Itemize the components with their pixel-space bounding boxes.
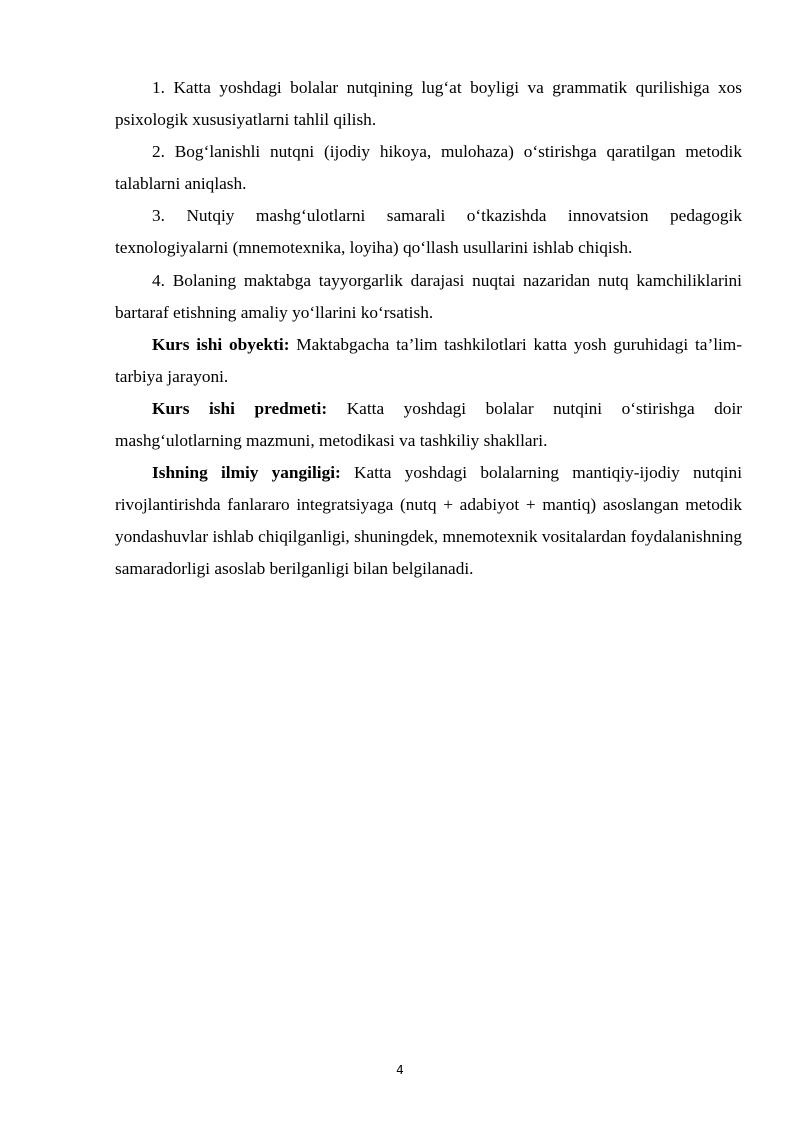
task-item-1 — [115, 72, 742, 136]
task-item-4 — [115, 265, 742, 329]
page-number: 4 — [396, 1063, 404, 1077]
page-content — [115, 72, 742, 586]
task-item-3 — [115, 200, 742, 264]
novelty-paragraph — [115, 457, 742, 585]
subject-label: Kurs ishi predmeti: — [152, 398, 328, 418]
subject-paragraph — [115, 393, 742, 457]
task-text: Bog‘lanishli nutqni (ijodiy hikoya, mulohaza) o‘stirishga qaratilgan metodik talablarni aniqlash. — [115, 142, 742, 194]
task-number: 3. — [152, 206, 165, 226]
novelty-text: Katta yoshdagi bolalarning mantiqiy-ijodiy nutqini rivojlantirishda fanlararo integratsiyaga (nutq + adabiyot + mantiq) asoslangan metodik yondashuvlar ishlab chiqilganligi, shuningdek, mnemotexnik vositalardan foydalanishning samaradorligi asoslab berilganligi bilan belgilanadi. — [115, 463, 742, 579]
object-text: Maktabgacha ta’lim tashkilotlari katta yosh guruhidagi ta’lim-tarbiya jarayoni. — [115, 334, 743, 386]
object-paragraph — [115, 329, 742, 393]
task-text: Nutqiy mashg‘ulotlarni samarali o‘tkazishda innovatsion pedagogik texnologiyalarni (mnemotexnika, loyiha) qo‘llash usullarini ishlab chiqish. — [115, 206, 742, 258]
task-number: 2. — [152, 142, 165, 162]
task-item-2 — [115, 136, 742, 200]
novelty-label: Ishning ilmiy yangiligi: — [152, 463, 341, 483]
object-label: Kurs ishi obyekti: — [152, 334, 290, 354]
task-text: Bolaning maktabga tayyorgarlik darajasi nuqtai nazaridan nutq kamchiliklarini bartaraf etishning amaliy yo‘llarini ko‘rsatish. — [115, 270, 742, 322]
task-number: 4. — [152, 270, 165, 290]
task-number: 1. — [152, 78, 165, 97]
subject-text: Katta yoshdagi bolalar nutqini o‘stirishga doir mashg‘ulotlarning mazmuni, metodikasi va tashkiliy shakllari. — [115, 398, 743, 451]
task-text: Katta yoshdagi bolalar nutqining lug‘at boyligi va grammatik qurilishiga xos psixologik xususiyatlarni tahlil qilish. — [115, 78, 742, 130]
